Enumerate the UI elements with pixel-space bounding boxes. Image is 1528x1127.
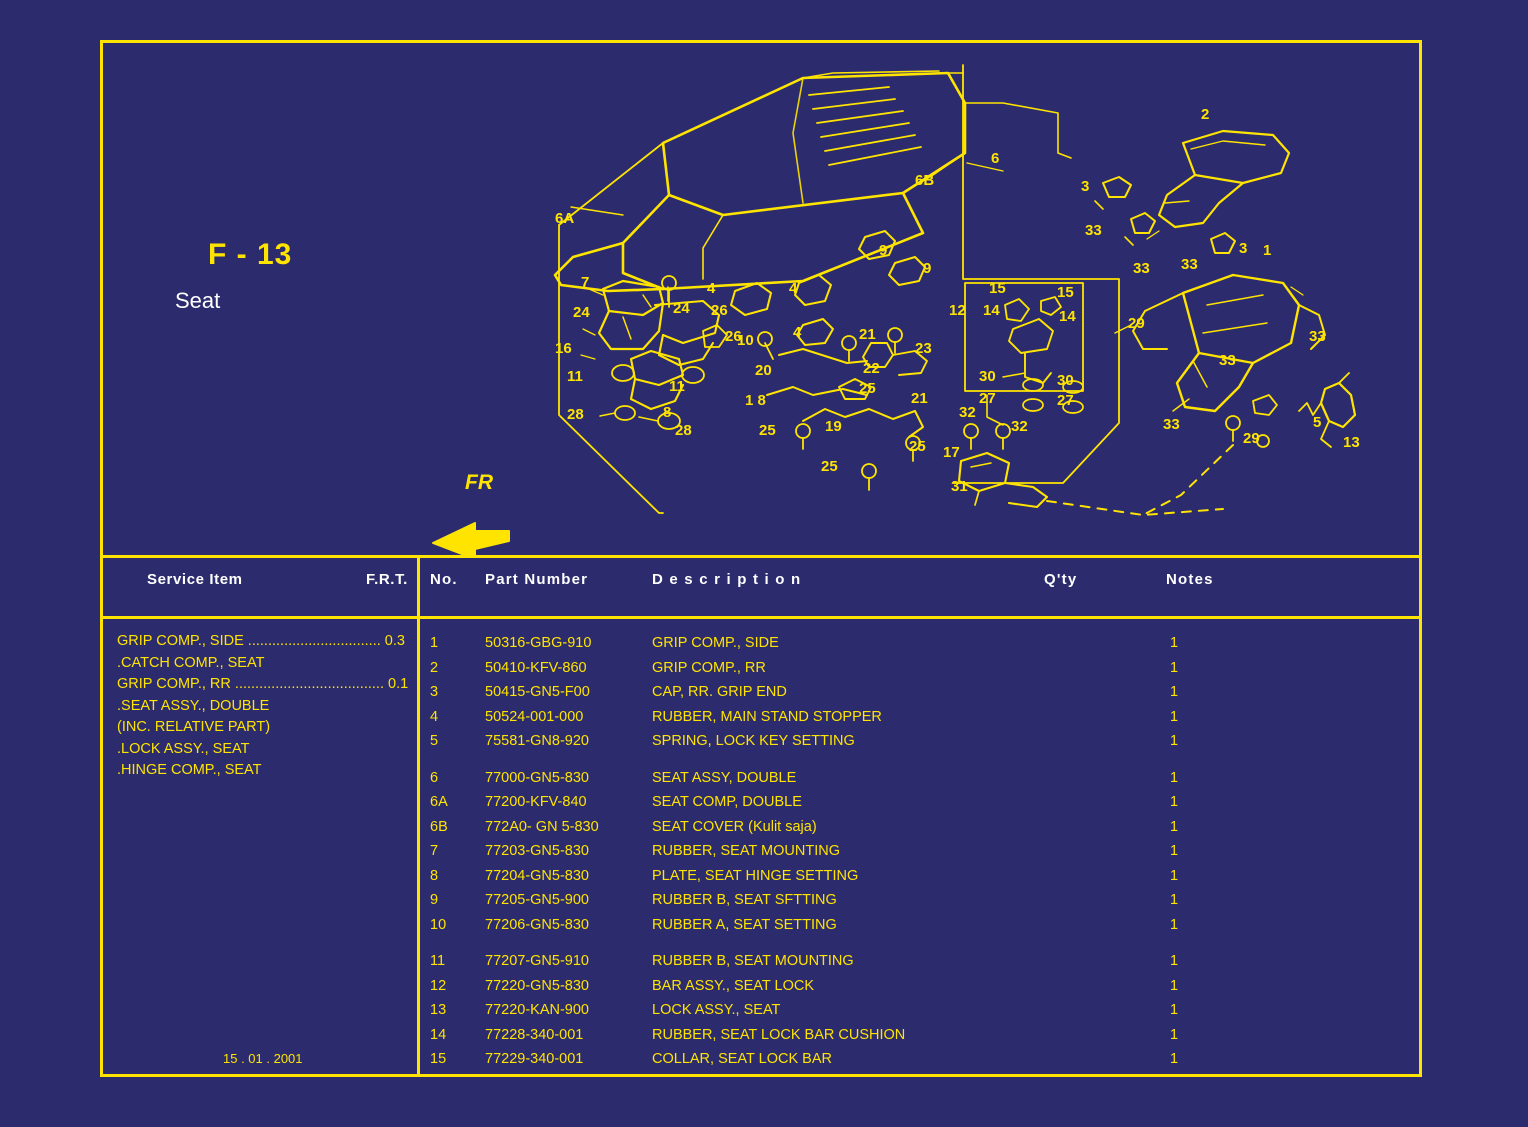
part-ref-no: 6A (430, 794, 448, 810)
svg-text:14: 14 (1059, 308, 1076, 325)
sheet-code: F - 13 (208, 238, 293, 271)
service-item-row (117, 631, 407, 653)
service-item-label: .CATCH COMP., SEAT (117, 654, 265, 671)
service-item-leader-dots: ..................................... (230, 676, 384, 692)
svg-text:3: 3 (1081, 178, 1090, 195)
table-row (430, 839, 1415, 864)
service-item-row (117, 717, 407, 739)
page-frame (100, 40, 1422, 1077)
svg-text:11: 11 (669, 378, 685, 395)
svg-text:28: 28 (567, 406, 584, 423)
part-description: SEAT ASSY, DOUBLE (652, 769, 797, 786)
part-qty: 1 (1170, 843, 1179, 859)
svg-text:26: 26 (711, 302, 728, 319)
part-ref-no: 11 (430, 953, 446, 969)
table-row (430, 815, 1415, 840)
part-qty: 1 (1170, 916, 1179, 933)
part-qty: 1 (1170, 733, 1179, 749)
page-title: Seat (175, 288, 221, 313)
service-item-frt-value: 0.1 (383, 676, 409, 692)
table-row (430, 913, 1415, 938)
service-item-label: GRIP COMP., RR (117, 676, 231, 692)
part-number: 75581-GN8-920 (485, 733, 589, 749)
part-number: 77228-340-001 (485, 1026, 584, 1043)
svg-text:15: 15 (989, 280, 1006, 297)
part-number: 77205-GN5-900 (485, 892, 589, 908)
part-qty: 1 (1170, 794, 1179, 810)
table-row (430, 888, 1415, 913)
part-description: PLATE, SEAT HINGE SETTING (652, 867, 859, 884)
parts-qty-header: Q'ty (1044, 571, 1078, 588)
part-ref-no: 13 (430, 1002, 447, 1018)
part-ref-no: 12 (430, 977, 447, 994)
part-number: 77229-340-001 (485, 1051, 584, 1067)
svg-text:29: 29 (1243, 430, 1260, 447)
svg-text:6B: 6B (915, 172, 935, 189)
parts-notes-header: Notes (1166, 571, 1214, 588)
table-row (430, 766, 1415, 791)
service-item-header: Service Item (147, 571, 243, 588)
part-number: 50524-001-000 (485, 708, 584, 725)
revision-date: 15 . 01 . 2001 (223, 1051, 303, 1066)
svg-text:5: 5 (1313, 414, 1322, 431)
part-ref-no: 15 (430, 1051, 447, 1067)
svg-text:29: 29 (1128, 315, 1145, 332)
svg-text:28: 28 (675, 422, 692, 439)
svg-text:33: 33 (1163, 416, 1180, 433)
part-ref-no: 5 (430, 733, 439, 749)
service-item-list (117, 631, 407, 782)
part-qty: 1 (1170, 1002, 1179, 1018)
svg-text:4: 4 (793, 324, 802, 341)
part-ref-no: 8 (430, 867, 439, 884)
svg-text:11: 11 (567, 368, 583, 385)
svg-text:6A: 6A (555, 210, 575, 227)
svg-text:1 8: 1 8 (745, 392, 766, 409)
part-qty: 1 (1170, 977, 1179, 994)
svg-text:19: 19 (825, 418, 842, 435)
part-number: 77220-GN5-830 (485, 977, 589, 994)
part-number: 772A0- GN 5-830 (485, 818, 599, 835)
svg-text:22: 22 (863, 360, 880, 377)
svg-text:6: 6 (991, 150, 1000, 167)
exploded-view-drawing (103, 43, 1419, 555)
part-description: RUBBER, SEAT MOUNTING (652, 843, 840, 859)
part-number: 50316-GBG-910 (485, 635, 592, 651)
part-qty: 1 (1170, 635, 1179, 651)
part-number: 50415-GN5-F00 (485, 684, 590, 700)
part-number: 77000-GN5-830 (485, 769, 589, 786)
service-item-label: .LOCK ASSY., SEAT (117, 740, 250, 757)
svg-text:24: 24 (573, 304, 590, 321)
svg-text:33: 33 (1309, 328, 1326, 345)
table-row (430, 998, 1415, 1023)
part-description: COLLAR, SEAT LOCK BAR (652, 1051, 832, 1067)
service-item-row (117, 739, 407, 761)
part-description: RUBBER A, SEAT SETTING (652, 916, 837, 933)
svg-text:31: 31 (951, 478, 968, 495)
parts-no-header: No. (430, 571, 458, 588)
svg-text:13: 13 (1343, 434, 1360, 451)
table-row (430, 680, 1415, 705)
part-qty: 1 (1170, 953, 1179, 969)
service-item-frt-value: 0.3 (380, 633, 405, 649)
part-description: SEAT COMP, DOUBLE (652, 794, 802, 810)
table-row (430, 1047, 1415, 1072)
table-top-rule (103, 555, 1419, 558)
table-group-gap (430, 937, 1415, 949)
part-ref-no: 3 (430, 684, 439, 700)
svg-text:1: 1 (1263, 242, 1272, 259)
table-row (430, 631, 1415, 656)
svg-text:14: 14 (983, 302, 1000, 319)
part-qty: 1 (1170, 867, 1179, 884)
part-qty: 1 (1170, 708, 1179, 725)
parts-list-table (430, 631, 1415, 1072)
part-qty: 1 (1170, 1026, 1179, 1043)
svg-text:27: 27 (1057, 392, 1074, 409)
part-ref-no: 9 (430, 892, 439, 908)
table-row (430, 790, 1415, 815)
svg-text:25: 25 (859, 380, 876, 397)
svg-text:15: 15 (1057, 284, 1074, 301)
svg-text:20: 20 (755, 362, 772, 379)
part-qty: 1 (1170, 684, 1179, 700)
part-qty: 1 (1170, 818, 1179, 835)
part-description: BAR ASSY., SEAT LOCK (652, 977, 814, 994)
part-ref-no: 6B (430, 818, 448, 835)
svg-text:24: 24 (673, 300, 690, 317)
frt-header: F.R.T. (366, 571, 408, 588)
parts-description-header: D e s c r i p t i o n (652, 571, 802, 588)
table-row (430, 949, 1415, 974)
svg-text:8: 8 (663, 404, 672, 421)
service-item-label: (INC. RELATIVE PART) (117, 719, 271, 735)
table-row (430, 864, 1415, 889)
svg-text:23: 23 (915, 340, 932, 357)
svg-text:9: 9 (923, 260, 932, 277)
table-group-gap (430, 754, 1415, 766)
svg-text:7: 7 (581, 274, 590, 291)
part-description: GRIP COMP., SIDE (652, 635, 779, 651)
svg-text:33: 33 (1085, 222, 1102, 239)
table-row (430, 705, 1415, 730)
table-row (430, 729, 1415, 754)
table-row (430, 656, 1415, 681)
svg-text:26: 26 (725, 328, 742, 345)
svg-text:21: 21 (859, 326, 876, 343)
svg-text:10: 10 (737, 332, 754, 349)
part-description: GRIP COMP., RR (652, 659, 766, 676)
part-description: SPRING, LOCK KEY SETTING (652, 733, 855, 749)
part-qty: 1 (1170, 1051, 1179, 1067)
svg-text:25: 25 (821, 458, 838, 475)
table-row (430, 1023, 1415, 1048)
service-item-row (117, 760, 407, 782)
svg-text:4: 4 (789, 280, 798, 297)
part-number: 77203-GN5-830 (485, 843, 589, 859)
table-header-rule (103, 616, 1419, 619)
svg-text:25: 25 (909, 438, 926, 455)
part-qty: 1 (1170, 659, 1179, 676)
service-item-row (117, 696, 407, 718)
svg-text:17: 17 (943, 444, 960, 461)
part-description: LOCK ASSY., SEAT (652, 1002, 781, 1018)
part-ref-no: 2 (430, 659, 439, 676)
svg-text:3: 3 (1239, 240, 1248, 257)
service-item-row (117, 674, 407, 696)
part-number: 77220-KAN-900 (485, 1002, 589, 1018)
table-column-rule (417, 555, 420, 1077)
table-row (430, 974, 1415, 999)
svg-text:33: 33 (1133, 260, 1150, 277)
part-number: 77204-GN5-830 (485, 867, 589, 884)
svg-text:33: 33 (1181, 256, 1198, 273)
part-number: 77207-GN5-910 (485, 953, 589, 969)
svg-text:9: 9 (879, 242, 888, 259)
service-item-label: .HINGE COMP., SEAT (117, 762, 262, 778)
service-item-row (117, 653, 407, 675)
part-description: SEAT COVER (Kulit saja) (652, 818, 817, 835)
svg-text:33: 33 (1219, 352, 1236, 369)
service-item-leader-dots: ................................. (243, 633, 381, 649)
part-ref-no: 4 (430, 708, 439, 725)
part-qty: 1 (1170, 769, 1179, 786)
part-ref-no: 10 (430, 916, 447, 933)
parts-number-header: Part Number (485, 571, 589, 588)
svg-text:12: 12 (949, 302, 966, 319)
svg-text:30: 30 (979, 368, 996, 385)
part-number: 77206-GN5-830 (485, 916, 589, 933)
svg-text:32: 32 (1011, 418, 1028, 435)
part-ref-no: 1 (430, 635, 439, 651)
part-description: RUBBER B, SEAT SFTTING (652, 892, 837, 908)
part-number: 50410-KFV-860 (485, 659, 587, 676)
svg-text:16: 16 (555, 340, 572, 357)
svg-text:32: 32 (959, 404, 976, 421)
part-qty: 1 (1170, 892, 1179, 908)
part-description: RUBBER B, SEAT MOUNTING (652, 953, 854, 969)
part-description: CAP, RR. GRIP END (652, 684, 787, 700)
svg-text:2: 2 (1201, 106, 1210, 123)
part-description: RUBBER, SEAT LOCK BAR CUSHION (652, 1026, 906, 1043)
part-ref-no: 7 (430, 843, 439, 859)
svg-text:27: 27 (979, 390, 996, 407)
parts-diagram (103, 43, 1419, 555)
service-item-label: .SEAT ASSY., DOUBLE (117, 697, 270, 714)
svg-text:4: 4 (707, 280, 716, 297)
svg-text:25: 25 (759, 422, 776, 439)
svg-text:21: 21 (911, 390, 928, 407)
svg-text:30: 30 (1057, 372, 1074, 389)
part-number: 77200-KFV-840 (485, 794, 587, 810)
part-ref-no: 6 (430, 769, 439, 786)
part-ref-no: 14 (430, 1026, 447, 1043)
service-item-label: GRIP COMP., SIDE (117, 633, 244, 649)
front-direction-label: FR (465, 471, 493, 494)
part-description: RUBBER, MAIN STAND STOPPER (652, 708, 882, 725)
